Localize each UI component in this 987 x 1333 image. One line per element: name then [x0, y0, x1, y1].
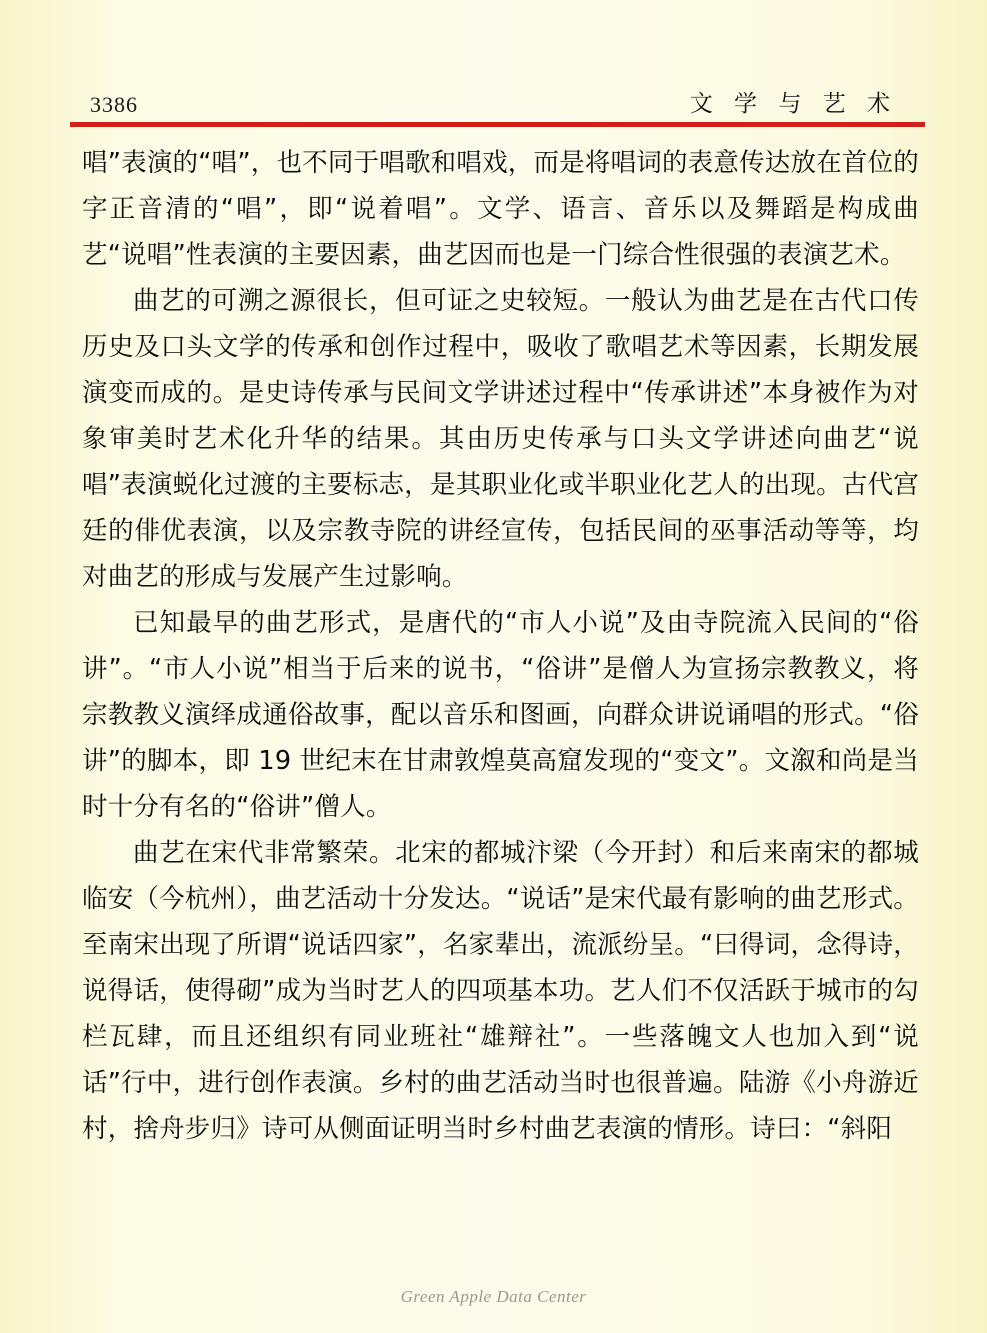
page-number: 3386 [90, 92, 138, 117]
footer-watermark: Green Apple Data Center [400, 1287, 587, 1306]
paragraph-continued: 唱”表演的“唱”，也不同于唱歌和唱戏，而是将唱词的表意传达放在首位的字正音清的“唱”，即“说着唱”。文学、语言、音乐以及舞蹈是构成曲艺“说唱”性表演的主要因素，曲艺因而也是一门综合性很强的表演艺术。 [82, 148, 919, 270]
page-header [70, 76, 925, 116]
header-divider-rule [70, 122, 925, 127]
paragraph: 曲艺的可溯之源很长，但可证之史较短。一般认为曲艺是在古代口传历史及口头文学的传承和创作过程中，吸收了歌唱艺术等因素，长期发展演变而成的。是史诗传承与民间文学讲述过程中“传承讲述”本身被作为对象审美时艺术化升华的结果。其由历史传承与口头文学讲述向曲艺“说唱”表演蜕化过渡的主要标志，是其职业化或半职业化艺人的出现。古代宫廷的俳优表演，以及宗教寺院的讲经宣传，包括民间的巫事活动等等，均对曲艺的形成与发展产生过影响。 [82, 286, 919, 592]
section-title: 文 学 与 艺 术 [689, 91, 897, 117]
body-text-column [82, 140, 919, 1152]
paragraph: 曲艺在宋代非常繁荣。北宋的都城汴梁（今开封）和后来南宋的都城临安（今杭州），曲艺活动十分发达。“说话”是宋代最有影响的曲艺形式。至南宋出现了所谓“说话四家”，名家辈出，流派纷呈。“曰得词，念得诗，说得话，使得砌”成为当时艺人的四项基本功。艺人们不仅活跃于城市的勾栏瓦肆，而且还组织有同业班社“雄辩社”。一些落魄文人也加入到“说话”行中，进行创作表演。乡村的曲艺活动当时也很普遍。陆游《小舟游近村，捨舟步归》诗可从侧面证明当时乡村曲艺表演的情形。诗曰：“斜阳 [82, 838, 919, 1144]
paragraph: 已知最早的曲艺形式，是唐代的“市人小说”及由寺院流入民间的“俗讲”。“市人小说”相当于后来的说书，“俗讲”是僧人为宣扬宗教教义，将宗教教义演绎成通俗故事，配以音乐和图画，向群众讲说诵唱的形式。“俗讲”的脚本，即 19 世纪末在甘肃敦煌莫高窟发现的“变文”。文溆和尚是当时十分有名的“俗讲”僧人。 [82, 608, 919, 822]
